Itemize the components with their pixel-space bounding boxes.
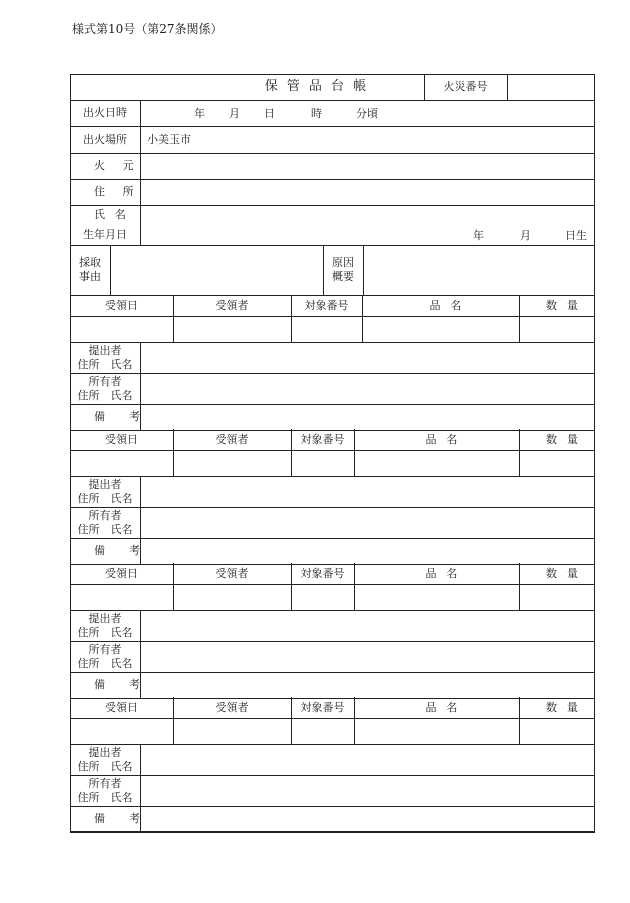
remarks-field[interactable] <box>141 807 594 832</box>
col-receiver-cell[interactable] <box>174 719 291 744</box>
cause-summary-field[interactable] <box>364 246 594 295</box>
remarks-label: 備考 <box>93 410 165 424</box>
col-receiver-header: 受領者 <box>215 298 249 312</box>
submitter-label: 提出者 住所 氏名 <box>77 343 133 371</box>
birth-month-label: 月 <box>520 229 531 242</box>
col-receiver-cell[interactable] <box>174 585 291 610</box>
col-item-name-cell[interactable] <box>355 719 519 744</box>
col-receipt-date-cell[interactable] <box>71 451 173 476</box>
col-object-number-cell[interactable] <box>292 451 354 476</box>
address-field[interactable] <box>141 180 594 205</box>
col-item-name-cell[interactable] <box>355 585 519 610</box>
col-object-number-cell[interactable] <box>292 585 354 610</box>
col-object-number-header: 対象番号 <box>300 432 345 446</box>
col-receipt-date-header: 受領日 <box>105 700 138 714</box>
col-receipt-date-cell[interactable] <box>71 719 173 744</box>
col-quantity-header: 数量 <box>545 566 588 580</box>
col-quantity-header: 数量 <box>545 432 588 446</box>
col-quantity-cell[interactable] <box>520 317 595 342</box>
fire-origin-field[interactable] <box>141 154 594 179</box>
col-receipt-date-header: 受領日 <box>105 566 138 580</box>
owner-field[interactable] <box>141 374 594 404</box>
fire-origin-label: 火元 <box>93 159 152 173</box>
col-item-name-cell[interactable] <box>363 317 519 342</box>
col-receipt-date-cell[interactable] <box>71 585 173 610</box>
owner-field[interactable] <box>141 776 594 806</box>
remarks-label: 備考 <box>93 544 165 558</box>
col-quantity-cell[interactable] <box>520 585 595 610</box>
col-receiver-header: 受領者 <box>215 432 249 446</box>
submitter-field[interactable] <box>141 477 594 507</box>
remarks-field[interactable] <box>141 405 594 430</box>
col-quantity-cell[interactable] <box>520 719 595 744</box>
fire-datetime-field[interactable] <box>141 101 594 126</box>
col-receipt-date-header: 受領日 <box>105 298 138 312</box>
owner-label: 所有者 住所 氏名 <box>77 776 133 804</box>
name-label: 氏名 <box>93 208 136 222</box>
hour-label: 時 <box>311 107 322 120</box>
owner-field[interactable] <box>141 642 594 672</box>
col-item-name-cell[interactable] <box>355 451 519 476</box>
remarks-label: 備考 <box>93 812 165 826</box>
col-quantity-cell[interactable] <box>520 451 595 476</box>
col-object-number-cell[interactable] <box>292 719 354 744</box>
birth-day-label: 日生 <box>565 229 587 242</box>
col-object-number-header: 対象番号 <box>300 566 345 580</box>
col-receipt-date-header: 受領日 <box>105 432 138 446</box>
submitter-label: 提出者 住所 氏名 <box>77 477 133 505</box>
name-birth-field[interactable] <box>141 206 594 245</box>
page-title: 保管品台帳 <box>264 78 376 94</box>
remarks-field[interactable] <box>141 673 594 698</box>
col-item-name-header: 品名 <box>425 432 468 446</box>
owner-label: 所有者 住所 氏名 <box>77 374 133 402</box>
minute-label: 分頃 <box>356 107 378 120</box>
form-number-label: 様式第10号（第27条関係） <box>72 22 223 36</box>
col-receiver-cell[interactable] <box>174 451 291 476</box>
submitter-field[interactable] <box>141 745 594 775</box>
seizure-reason-field[interactable] <box>111 246 323 295</box>
fire-datetime-label: 出火日時 <box>83 106 127 120</box>
col-receiver-header: 受領者 <box>215 700 249 714</box>
col-receiver-cell[interactable] <box>174 317 291 342</box>
year-label: 年 <box>194 107 205 120</box>
birthdate-label: 生年月日 <box>83 228 127 242</box>
month-label: 月 <box>229 107 240 120</box>
address-label: 住所 <box>93 185 152 199</box>
submitter-field[interactable] <box>141 611 594 641</box>
birth-year-label: 年 <box>473 229 484 242</box>
day-label: 日 <box>264 107 275 120</box>
col-receipt-date-cell[interactable] <box>71 317 173 342</box>
submitter-label: 提出者 住所 氏名 <box>77 745 133 773</box>
owner-label: 所有者 住所 氏名 <box>77 508 133 536</box>
seizure-reason-label: 採取 事由 <box>79 256 101 283</box>
col-item-name-header: 品名 <box>425 700 468 714</box>
col-receiver-header: 受領者 <box>215 566 249 580</box>
remarks-field[interactable] <box>141 539 594 564</box>
owner-field[interactable] <box>141 508 594 538</box>
col-object-number-cell[interactable] <box>292 317 362 342</box>
fire-location-field[interactable]: 小美玉市 <box>147 133 191 146</box>
fire-number-field[interactable] <box>508 75 594 100</box>
cause-summary-label: 原因 概要 <box>332 256 354 283</box>
remarks-label: 備考 <box>93 678 165 692</box>
col-item-name-header: 品名 <box>429 298 472 312</box>
submitter-field[interactable] <box>141 343 594 373</box>
col-item-name-header: 品名 <box>425 566 468 580</box>
fire-location-label: 出火場所 <box>83 132 127 146</box>
col-quantity-header: 数量 <box>545 700 588 714</box>
col-object-number-header: 対象番号 <box>304 298 349 312</box>
fire-number-label: 火災番号 <box>443 80 488 94</box>
col-quantity-header: 数量 <box>545 298 588 312</box>
owner-label: 所有者 住所 氏名 <box>77 642 133 670</box>
submitter-label: 提出者 住所 氏名 <box>77 611 133 639</box>
col-object-number-header: 対象番号 <box>300 700 345 714</box>
